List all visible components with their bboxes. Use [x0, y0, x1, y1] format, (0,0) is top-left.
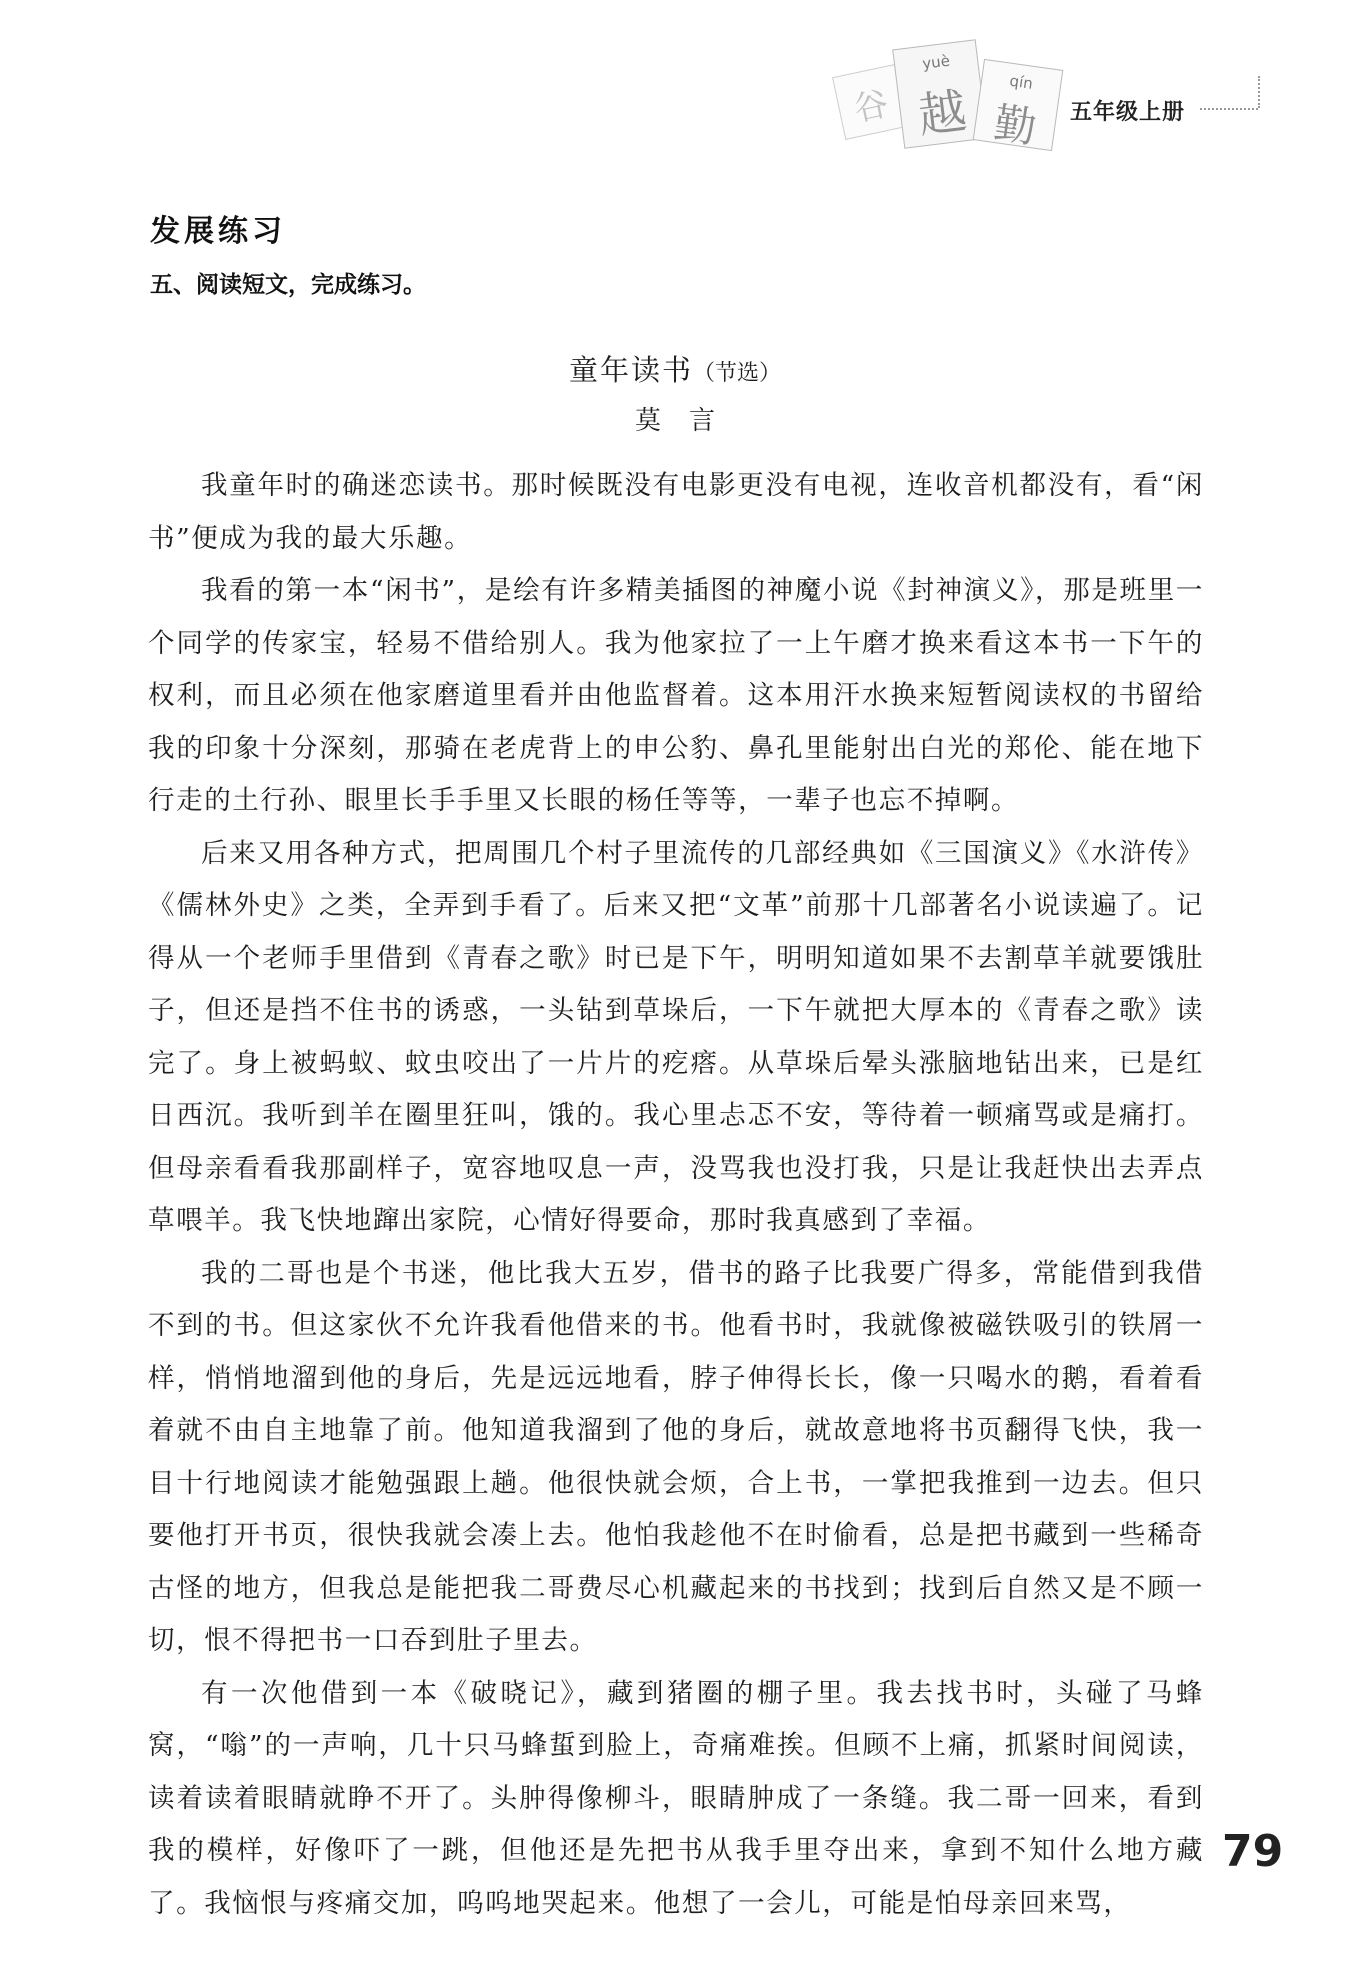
paragraph: 有一次他借到一本《破晓记》，藏到猪圈的棚子里。我去找书时，头碰了马蜂窝，“嗡”的一声响，几十只马蜂蜇到脸上，奇痛难挨。但顾不上痛，抓紧时间阅读，读着读着眼睛就睁不开了。头肿得像柳斗，眼睛肿成了一条缝。我二哥一回来，看到我的模样，好像吓了一跳，但他还是先把书从我手里夺出来，拿到不知什么地方藏了。我恼恨与疼痛交加，呜呜地哭起来。他想了一会儿，可能是怕母亲回来骂，: [148, 1677, 1204, 1919]
logo-pinyin-middle: yuè: [921, 51, 951, 73]
grade-label: 五年级上册: [1070, 100, 1186, 125]
header-dotted-rule-vertical: [1258, 76, 1260, 108]
paragraph: 我童年时的确迷恋读书。那时候既没有电影更没有电视，连收音机都没有，看“闲书”便成为我的最大乐趣。: [148, 470, 1204, 554]
logo-char-middle: 越: [915, 83, 970, 145]
article-body: [148, 460, 1204, 1930]
article-title: 童年读书: [568, 353, 693, 387]
logo-pinyin-right: qín: [1008, 71, 1034, 93]
page-number: 79: [1222, 1826, 1284, 1877]
logo-char-right: 勤: [990, 98, 1040, 153]
paragraph: 我的二哥也是个书迷，他比我大五岁，借书的路子比我要广得多，常能借到我借不到的书。但这家伙不允许我看他借来的书。他看书时，我就像被磁铁吸引的铁屑一样，悄悄地溜到他的身后，先是远远地看，脖子伸得长长，像一只喝水的鹅，看着看着就不由自主地靠了前。他知道我溜到了他的身后，就故意地将书页翻得飞快，我一目十行地阅读才能勉强跟上趟。他很快就会烦，合上书，一掌把我推到一边去。但只要他打开书页，很快我就会凑上去。他怕我趁他不在时偷看，总是把书藏到一些稀奇古怪的地方，但我总是能把我二哥费尽心机藏起来的书找到；找到后自然又是不顾一切，恨不得把书一口吞到肚子里去。: [148, 1257, 1204, 1656]
article-subtitle: （节选）: [693, 361, 782, 386]
header-dotted-rule: [1200, 108, 1258, 110]
logo-card-right: [973, 59, 1064, 151]
section-title: 发展练习: [150, 214, 286, 249]
article-author: 莫言: [634, 406, 743, 436]
article-heading: [0, 348, 1350, 389]
paragraph: 后来又用各种方式，把周围几个村子里流传的几部经典如《三国演义》《水浒传》《儒林外史》之类，全弄到手看了。后来又把“文革”前那十几部著名小说读遍了。记得从一个老师手里借到《青春之歌》时已是下午，明明知道如果不去割草羊就要饿肚子，但还是挡不住书的诱惑，一头钻到草垛后，一下午就把大厚本的《青春之歌》读完了。身上被蚂蚁、蚊虫咬出了一片片的疙瘩。从草垛后晕头涨脑地钻出来，已是红日西沉。我听到羊在圈里狂叫，饿的。我心里忐忑不安，等待着一顿痛骂或是痛打。但母亲看看我那副样子，宽容地叹息一声，没骂我也没打我，只是让我赶快出去弄点草喂羊。我飞快地蹿出家院，心情好得要命，那时我真感到了幸福。: [148, 837, 1204, 1236]
logo-char-left: 谷: [850, 83, 892, 130]
exercise-instruction: 五、阅读短文，完成练习。: [150, 272, 426, 298]
paragraph: 我看的第一本“闲书”，是绘有许多精美插图的神魔小说《封神演义》，那是班里一个同学的传家宝，轻易不借给别人。我为他家拉了一上午磨才换来看这本书一下午的权利，而且必须在他家磨道里看并由他监督着。这本用汗水换来短暂阅读权的书留给我的印象十分深刻，那骑在老虎背上的申公豹、鼻孔里能射出白光的郑伦、能在地下行走的土行孙、眼里长手手里又长眼的杨任等等，一辈子也忘不掉啊。: [148, 575, 1204, 816]
publisher-logo: [838, 30, 1088, 160]
